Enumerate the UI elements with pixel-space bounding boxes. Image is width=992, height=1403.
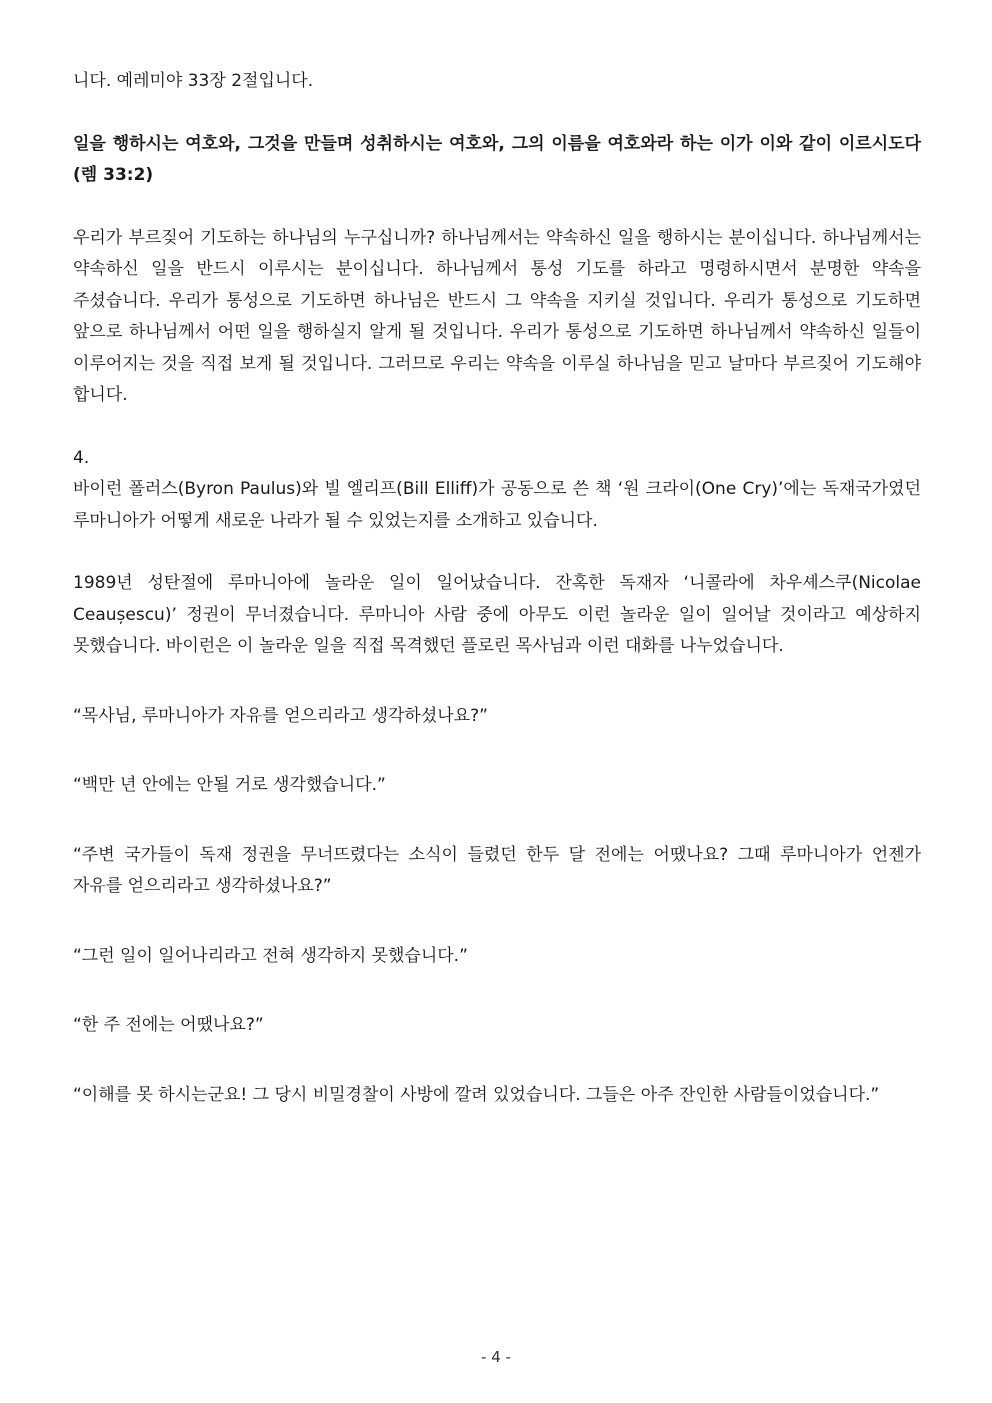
section-number: 4. <box>73 447 90 468</box>
paragraph-intro: 니다. 예레미야 33장 2절입니다. <box>73 71 314 91</box>
dialogue-line-1: “목사님, 루마니아가 자유를 얻으리라고 생각하셨나요?” <box>73 705 488 726</box>
paragraph-romania: 1989년 성탄절에 루마니아에 놀라운 일이 일어났습니다. 잔혹한 독재자 ‘니콜라에 차우셰스쿠(Nicolae Ceaușescu)’ 정권이 무너졌습니다. 루마니아 사람 중에 아무도 이런 놀라운 일이 일어날 것이라고 예상하지 못했습니다. 바이런은 이 놀라운 일을 직접 목격했던 플로린 목사님과 이런 대화를 나누었습니다. <box>73 573 921 656</box>
page-number: - 4 - <box>481 1348 511 1366</box>
scripture-quote: 일을 행하시는 여호와, 그것을 만들며 성취하시는 여호와, 그의 이름을 여호와라 하는 이가 이와 같이 이르시도다 (렘 33:2) <box>73 133 921 185</box>
dialogue-line-2: “백만 년 안에는 안될 거로 생각했습니다.” <box>73 775 386 795</box>
dialogue-line-3: “주변 국가들이 독재 정권을 무너뜨렸다는 소식이 들렸던 한두 달 전에는 어땠나요? 그때 루마니아가 언젠가 자유를 얻으리라고 생각하셨나요?” <box>73 844 921 896</box>
paragraph-prayer: 우리가 부르짖어 기도하는 하나님의 누구십니까? 하나님께서는 약속하신 일을 행하시는 분이십니다. 하나님께서는 약속하신 일을 반드시 이루시는 분이십니다. 하나님께서 통성 기도를 하라고 명령하시면서 분명한 약속을 주셨습니다. 우리가 통성으로 기도하면 하나님은 반드시 그 약속을 지키실 것입니다. 우리가 통성으로 기도하면 앞으로 하나님께서 어떤 일을 행하실지 알게 될 것입니다. 우리가 통성으로 기도하면 하나님께서 약속하신 일들이 이루어지는 것을 직접 보게 될 것입니다. 그러므로 우리는 약속을 이루실 하나님을 믿고 날마다 부르짖어 기도해야 합니다. <box>73 227 921 405</box>
dialogue-line-5: “한 주 전에는 어땠나요?” <box>73 1015 264 1035</box>
paragraph-book: 바이런 폴러스(Byron Paulus)와 빌 엘리프(Bill Elliff)가 공동으로 쓴 책 ‘원 크라이(One Cry)’에는 독재국가였던 루마니아가 어떻게 새로운 나라가 될 수 있었는지를 소개하고 있습니다. <box>73 479 921 531</box>
dialogue-line-4: “그런 일이 일어나리라고 전혀 생각하지 못했습니다.” <box>73 945 468 966</box>
dialogue-line-6: “이해를 못 하시는군요! 그 당시 비밀경찰이 사방에 깔려 있었습니다. 그들은 아주 잔인한 사람들이었습니다.” <box>73 1084 880 1105</box>
page-body <box>73 66 921 1111</box>
